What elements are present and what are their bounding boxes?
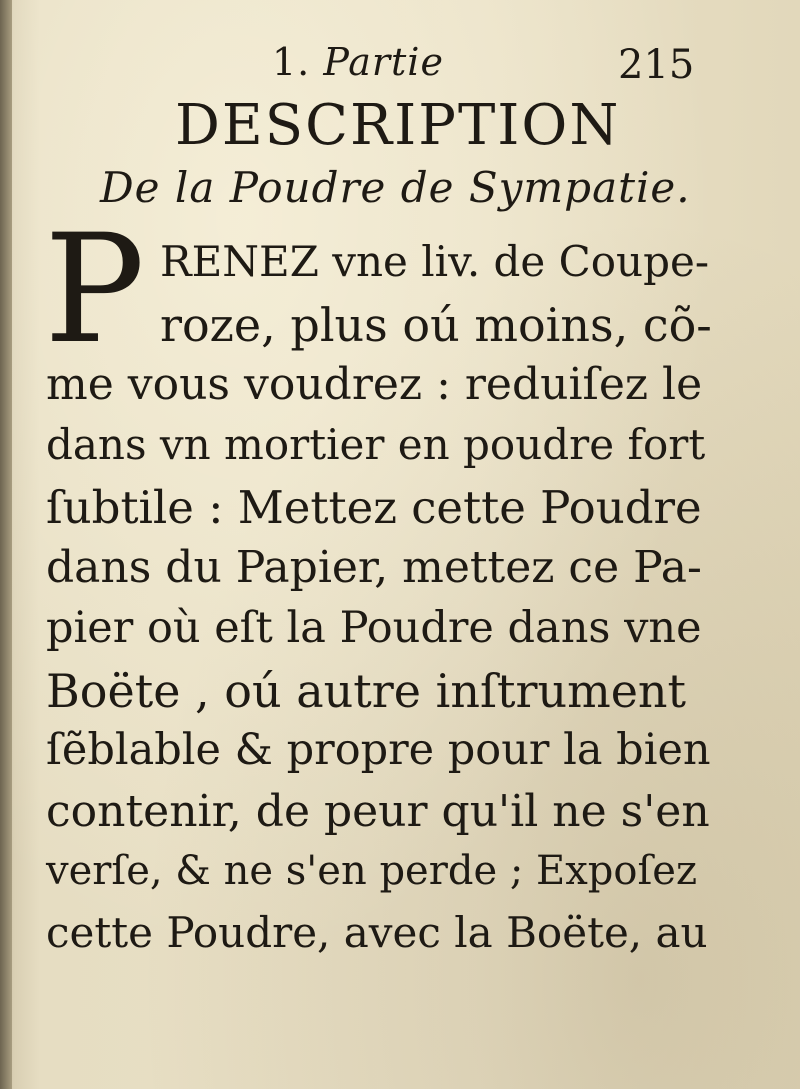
body-line: cette Poudre, avec la Boëte, au xyxy=(46,908,708,957)
body-line: dans vn mortier en poudre fort xyxy=(46,420,706,469)
body-line: Boëte , oú autre inſtrument xyxy=(46,664,687,718)
body-line: me vous voudrez : reduiſez le xyxy=(46,359,703,410)
running-head xyxy=(272,40,444,84)
body-line: dans du Papier, mettez ce Pa- xyxy=(46,542,702,593)
body-line: RENEZ vne liv. de Coupe- xyxy=(160,237,710,286)
body-line: roze, plus oú moins, cõ- xyxy=(160,298,712,352)
body-line: pier où eſt la Poudre dans vne xyxy=(46,603,702,653)
body-line: contenir, de peur qu'il ne s'en xyxy=(46,786,710,837)
page-gutter xyxy=(0,0,12,1089)
part-label: Partie xyxy=(323,40,444,84)
chapter-subtitle: De la Poudre de Sympatie. xyxy=(100,163,691,212)
drop-cap: P xyxy=(44,203,145,377)
chapter-title: DESCRIPTION xyxy=(175,93,621,158)
body-line: ſẽblable & propre pour la bien xyxy=(46,725,711,775)
part-number: 1. xyxy=(272,40,311,84)
page-number: 215 xyxy=(618,42,695,88)
body-line: ſubtile : Mettez cette Poudre xyxy=(46,481,702,534)
body-line: verſe, & ne s'en perde ; Expoſez xyxy=(46,848,698,894)
